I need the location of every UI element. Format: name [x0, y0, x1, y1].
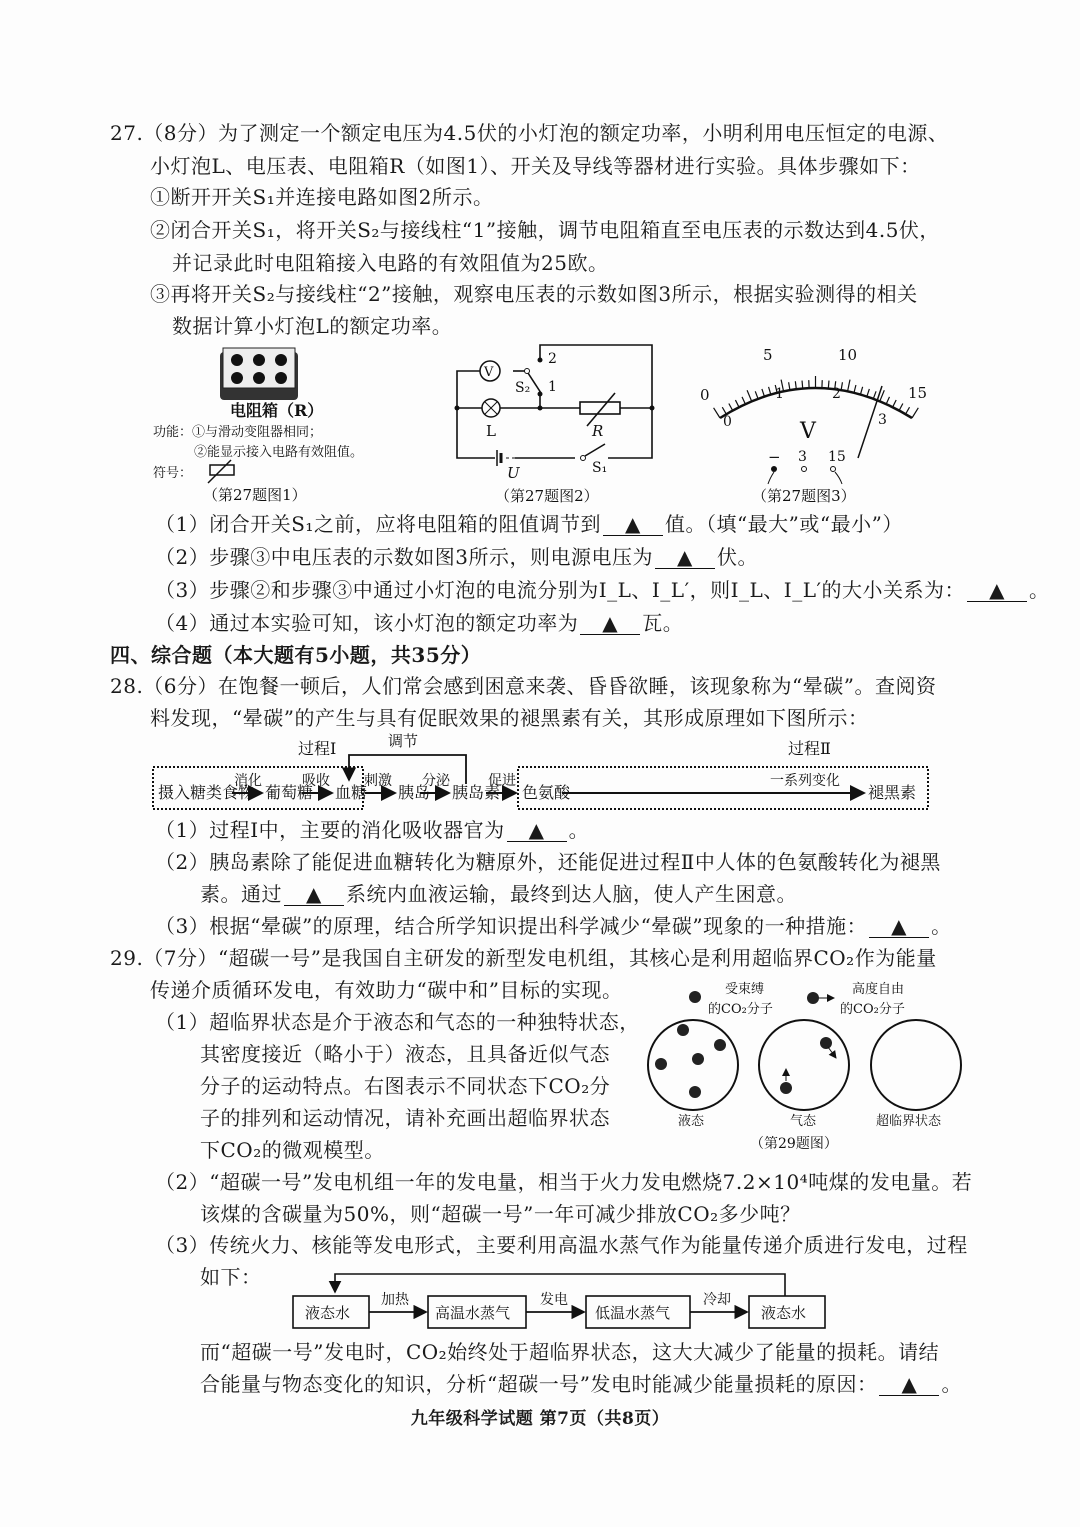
- terminal-2-label: 2: [548, 351, 557, 367]
- q27-step: ②闭合开关S₁，将开关S₂与接线柱“1”接触，调节电阻箱直至电压表的示数达到4.5伏，: [150, 218, 940, 242]
- flow-node: 胰岛素: [452, 783, 501, 802]
- flow-node: 胰岛: [398, 783, 431, 802]
- q27-sub-3: [155, 575, 1050, 605]
- question-text: 伏。: [716, 545, 758, 569]
- answer-blank[interactable]: ▲: [284, 883, 344, 906]
- question-text: 。: [568, 818, 590, 842]
- gas-state-circle: [759, 1020, 849, 1110]
- dial-tick: [742, 397, 745, 404]
- dial-tick: [906, 407, 910, 414]
- q29-sub-3-cont: [200, 1369, 962, 1399]
- dial-tick: [899, 403, 903, 410]
- scale-bottom-label: 3: [878, 412, 887, 428]
- terminal-1-label: 1: [548, 379, 557, 395]
- process-2-box: [518, 767, 928, 809]
- scale-top-label: 10: [838, 346, 858, 364]
- source-label: U: [507, 464, 520, 482]
- scale-top-label: 5: [763, 346, 773, 364]
- question-text: （1）闭合开关S₁之前，应将电阻箱的阻值调节到: [155, 512, 601, 536]
- q27-line: 小灯泡L、电压表、电阻箱R（如图1）、开关及导线等器材进行实验。具体步骤如下：: [150, 154, 921, 178]
- q28-line: 料发现，“晕碳”的产生与具有促眠效果的褪黑素有关，其形成原理如下图所示：: [150, 706, 869, 730]
- q28-sub-2-cont: [200, 879, 797, 909]
- dial-tick: [762, 389, 765, 397]
- q28-sub-2: （2）胰岛素除了能促进血糖转化为糖原外，还能促进过程Ⅱ中人体的色氨酸转化为褪黑: [155, 850, 941, 874]
- question-text: （3）根据“晕碳”的原理，结合所学知识提出科学减少“晕碳”现象的一种措施：: [155, 914, 868, 938]
- arrow-label: 冷却: [703, 1292, 731, 1308]
- legend-label: 的CO₂分子: [840, 1002, 905, 1017]
- terminal-15-label: 15: [828, 449, 846, 465]
- arrow-label: 加热: [381, 1292, 409, 1308]
- q28-sub-1: [155, 815, 589, 845]
- terminal-15-wired: [831, 467, 836, 472]
- fig1-function-2: ②能显示接入电路有效阻值。: [194, 445, 364, 460]
- supercritical-state-circle[interactable]: [871, 1020, 961, 1110]
- arrow-label: 刺激: [364, 773, 392, 789]
- dial-tick: [854, 385, 856, 393]
- dial-tick: [714, 408, 720, 418]
- answer-blank[interactable]: ▲: [655, 546, 715, 569]
- fig1-title: 电阻箱（R）: [230, 401, 324, 420]
- q28-sub-3: [155, 911, 952, 941]
- lamp-label: L: [486, 422, 496, 440]
- dial-tick: [873, 391, 876, 398]
- dial-tick: [789, 382, 790, 390]
- question-text: （1）过程Ⅰ中，主要的消化吸收器官为: [155, 818, 505, 842]
- q27-sub-4: [155, 608, 683, 638]
- question-text: 素。通过: [200, 882, 282, 906]
- q29-sub-2: （2）“超碳一号”发电机组一年的发电量，相当于火力发电燃烧7.2×10⁴吨煤的发电量。若: [155, 1170, 973, 1194]
- regulation-label: 调节: [388, 732, 419, 750]
- scale-bottom-label: 2: [832, 386, 841, 402]
- dial-tick: [769, 387, 771, 395]
- q29-sub-1-cont: 子的排列和运动情况，请补充画出超临界状态: [200, 1106, 610, 1130]
- answer-blank[interactable]: ▲: [603, 513, 663, 536]
- q29-sub-3-cont: 而“超碳一号”发电时，CO₂始终处于超临界状态，这大大减少了能量的损耗。请结: [200, 1340, 940, 1364]
- q27-line: 27.（8分）为了测定一个额定电压为4.5伏的小灯泡的额定功率，小明利用电压恒定的电源、: [110, 121, 949, 145]
- flow-node: 褪黑素: [868, 783, 917, 802]
- fig1-symbol-label: 符号：: [153, 466, 193, 481]
- voltmeter-label: V: [484, 365, 494, 380]
- figure-circuit: [440, 338, 670, 510]
- flow-node: 色氨酸: [522, 783, 571, 802]
- flow-node: 高温水蒸气: [435, 1304, 511, 1322]
- process-2-label: 过程Ⅱ: [788, 739, 831, 758]
- answer-blank[interactable]: ▲: [869, 915, 929, 938]
- flow-node: 摄入糖类食物: [158, 783, 255, 802]
- q29-sub-3: （3）传统火力、核能等发电形式，主要利用高温水蒸气作为能量传递介质进行发电，过程: [155, 1233, 968, 1257]
- q27-step: 数据计算小灯泡L的额定功率。: [172, 314, 453, 338]
- question-text: （3）步骤②和步骤③中通过小灯泡的电流分别为I_L、I_L′，则I_L、I_L′的大小关系为：: [155, 578, 966, 602]
- figure-voltmeter-dial: [690, 338, 940, 510]
- variable-resistor-symbol-icon: [208, 460, 234, 483]
- arrow-label: 消化: [234, 773, 262, 789]
- q27-step: ①断开开关S₁并连接电路如图2所示。: [150, 185, 494, 209]
- q29-sub-3-cont: 如下：: [200, 1265, 262, 1289]
- voltmeter-unit-label: V: [800, 419, 816, 444]
- answer-blank[interactable]: ▲: [967, 579, 1027, 602]
- q29-line: 29.（7分）“超碳一号”是我国自主研发的新型发电机组，其核心是利用超临界CO₂作为能量: [110, 946, 937, 970]
- dial-tick: [848, 380, 850, 392]
- question-text: 。: [941, 1372, 962, 1396]
- process-1-label: 过程Ⅰ: [298, 739, 337, 758]
- question-text: 瓦。: [642, 611, 684, 635]
- water-cycle-flow-diagram: [285, 1268, 835, 1332]
- fig1-caption: （第27题图1）: [203, 486, 307, 504]
- dial-tick: [828, 381, 829, 389]
- figure-co2-states: [640, 975, 970, 1160]
- q29-sub-1-cont: 下CO₂的微观模型。: [200, 1138, 385, 1162]
- bound-molecule-icon: [689, 991, 701, 1003]
- page-footer: 九年级科学试题 第7页（共8页）: [410, 1409, 670, 1429]
- arrow-label: 一系列变化: [770, 773, 840, 789]
- dial-tick: [886, 397, 889, 404]
- flow-node: 液态水: [305, 1304, 351, 1322]
- question-text: 系统内血液运输，最终到达人脑，使人产生困意。: [346, 882, 797, 906]
- dial-tick: [867, 389, 870, 397]
- legend-label: 高度自由: [852, 982, 905, 997]
- flow-node: 血糖: [335, 783, 368, 802]
- arrow-label: 发电: [540, 1292, 568, 1308]
- dial-tick: [795, 381, 796, 389]
- dial-tick: [802, 381, 803, 389]
- q27-sub-1: [155, 509, 903, 539]
- answer-blank[interactable]: ▲: [507, 819, 567, 842]
- q27-sub-2: [155, 542, 758, 572]
- arrow-label: 吸收: [302, 773, 330, 789]
- flow-node: 液态水: [761, 1304, 807, 1322]
- switch-s1-label: S₁: [592, 460, 608, 476]
- dial-tick: [860, 387, 862, 395]
- state-label: 超临界状态: [876, 1114, 942, 1129]
- q29-sub-1-cont: 分子的运动特点。右图表示不同状态下CO₂分: [200, 1074, 611, 1098]
- scale-bottom-label: 1: [775, 386, 784, 402]
- arrow-label: 分泌: [422, 773, 450, 789]
- question-text: 。: [1029, 578, 1050, 602]
- flow-node: 葡萄糖: [265, 783, 314, 802]
- dial-tick: [755, 391, 758, 398]
- arrow-label: 促进: [488, 773, 516, 789]
- q29-line: 传递介质循环发电，有效助力“碳中和”目标的实现。: [150, 978, 623, 1002]
- state-label: 液态: [678, 1114, 705, 1129]
- terminal-minus-label: −: [768, 448, 781, 466]
- flow-node: 低温水蒸气: [595, 1304, 671, 1322]
- question-text: 。: [931, 914, 952, 938]
- question-text: 合能量与物态变化的知识，分析“超碳一号”发电时能减少能量损耗的原因：: [200, 1372, 878, 1396]
- terminal-3-label: 3: [798, 449, 807, 465]
- q29-sub-2-cont: 该煤的含碳量为50%，则“超碳一号”一年可减少排放CO₂多少吨？: [200, 1202, 801, 1226]
- free-molecule-icon: [807, 992, 834, 1004]
- fig29-caption: （第29题图）: [750, 1136, 838, 1152]
- lamp-icon: [482, 399, 500, 417]
- state-label: 气态: [790, 1114, 817, 1129]
- dial-tick: [747, 390, 752, 401]
- terminal-3: [802, 467, 807, 472]
- resistor-label: R: [592, 422, 604, 440]
- fig1-function-1: 功能：①与滑动变阻器相同；: [153, 425, 323, 440]
- answer-blank[interactable]: ▲: [580, 612, 640, 635]
- question-text: （4）通过本实验可知，该小灯泡的额定功率为: [155, 611, 579, 635]
- dial-tick: [912, 408, 918, 418]
- q29-sub-1-cont: 其密度接近（略小于）液态，且具备近似气态: [200, 1042, 610, 1066]
- fig3-caption: （第27题图3）: [752, 487, 856, 505]
- q27-step: ③再将开关S₂与接线柱“2”接触，观察电压表的示数如图3所示，根据实验测得的相关: [150, 282, 918, 306]
- dial-tick: [841, 382, 842, 390]
- dial-tick: [893, 400, 897, 407]
- figure-resistance-box: [145, 338, 435, 510]
- section-heading: 四、综合题（本大题有5小题，共35分）: [110, 643, 482, 667]
- dial-tick: [735, 400, 739, 407]
- terminal-minus-wired: [771, 466, 777, 472]
- question-text: 值。（填“最大”或“最小”）: [664, 512, 903, 536]
- q28-line: 28.（6分）在饱餐一顿后，人们常会感到困意来袭、昏昏欲睡，该现象称为“晕碳”。查阅资: [110, 674, 937, 698]
- dial-tick: [729, 404, 733, 411]
- q29-sub-1: （1）超临界状态是介于液态和气态的一种独特状态，: [155, 1010, 640, 1034]
- switch-s2-label: S₂: [515, 380, 531, 396]
- question-text: （2）步骤③中电压表的示数如图3所示，则电源电压为: [155, 545, 653, 569]
- scale-top-label: 15: [908, 384, 928, 402]
- legend-label: 的CO₂分子: [708, 1002, 773, 1017]
- scale-top-label: 0: [700, 386, 710, 404]
- q27-step: 并记录此时电阻箱接入电路的有效阻值为25欧。: [172, 251, 609, 275]
- fig2-caption: （第27题图2）: [495, 487, 599, 505]
- legend-label: 受束缚: [725, 982, 765, 997]
- answer-blank[interactable]: ▲: [879, 1373, 939, 1396]
- melatonin-flow-diagram: [150, 732, 940, 814]
- scale-bottom-label: 0: [723, 414, 732, 430]
